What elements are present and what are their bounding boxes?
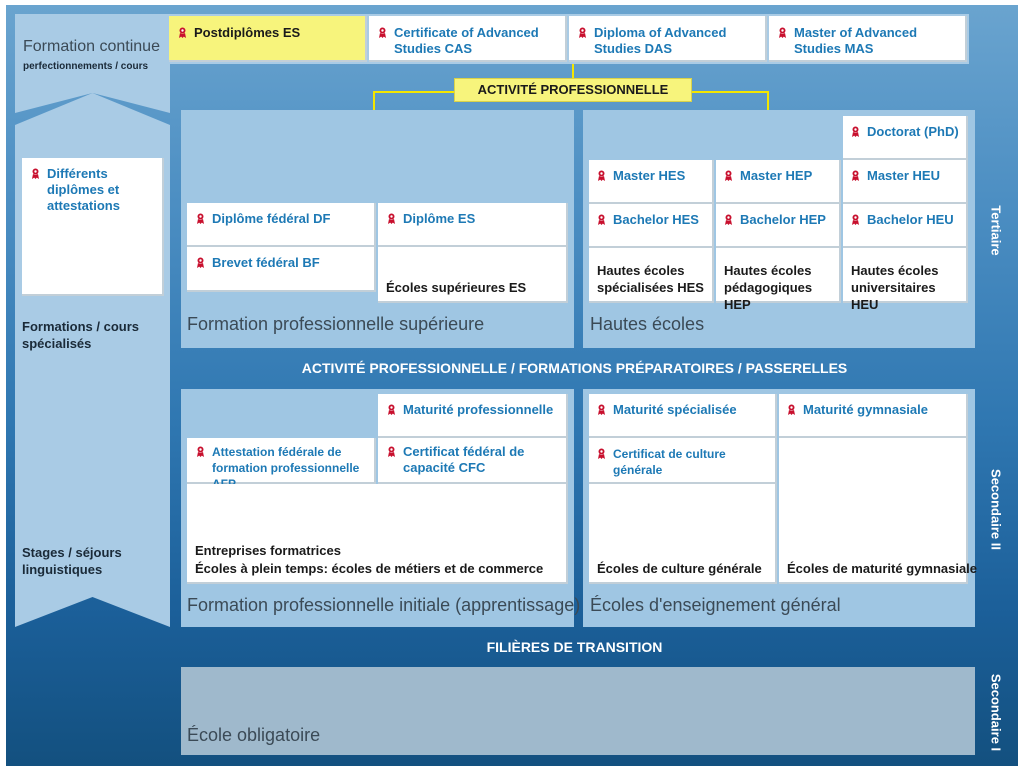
afp-label[interactable]: Attestation fédérale de formation professionnelle (196, 444, 368, 492)
brevet-federal-card[interactable] (187, 247, 376, 292)
ribbon-icon (387, 213, 396, 224)
maturite-pro-card[interactable] (378, 394, 568, 438)
mas-card[interactable] (769, 16, 967, 62)
diplome-es-card[interactable] (378, 203, 568, 247)
school-culture-card (589, 484, 777, 584)
ribbon-icon (597, 404, 606, 415)
school-hep-label: Hautes écoles pédagogiques HEP (724, 263, 813, 312)
maturite-gymnasiale-card[interactable] (779, 394, 968, 438)
transition-band: FILIÈRES DE TRANSITION (486, 639, 663, 655)
ribbon-icon (31, 168, 40, 179)
bachelor-heu-card[interactable] (843, 204, 968, 248)
culture-certificate-card[interactable] (589, 438, 777, 484)
cas-label[interactable]: Certificate of Advanced Studies CAS (378, 25, 558, 57)
ribbon-icon (724, 170, 733, 181)
diplomas-label[interactable]: Différents diplômes et attestations (31, 166, 159, 214)
professional-activity-badge: ACTIVITÉ PROFESSIONNELLE (454, 78, 692, 102)
education-system-diagram (6, 5, 1018, 766)
ribbon-icon (378, 27, 387, 38)
diplome-federal-label[interactable]: Diplôme fédéral DF (196, 211, 330, 227)
maturite-specialisee-label[interactable]: Maturité spécialisée (597, 402, 737, 418)
ribbon-icon (196, 213, 205, 224)
bachelor-heu-label[interactable]: Bachelor HEU (851, 212, 954, 228)
schools-es-card (378, 247, 568, 303)
level-secondary-i: Secondaire I (988, 673, 1004, 752)
master-heu-card[interactable] (843, 160, 968, 204)
school-culture-label: Écoles de culture générale (597, 561, 762, 576)
companies-card (187, 484, 568, 584)
maturite-gymnasiale-label[interactable]: Maturité gymnasiale (787, 402, 928, 418)
ribbon-icon (178, 27, 187, 38)
master-hes-label[interactable]: Master HES (597, 168, 685, 184)
cfc-card[interactable] (378, 438, 568, 484)
maturite-pro-label[interactable]: Maturité professionnelle (387, 402, 553, 418)
cfc-label[interactable]: Certificat fédéral de capacité CFC (387, 444, 537, 476)
diplomas-card (22, 158, 164, 296)
postdiplomes-es-card[interactable] (169, 16, 367, 62)
bachelor-hep-card[interactable] (716, 204, 841, 248)
preparatory-band: ACTIVITÉ PROFESSIONNELLE / FORMATIONS PRÉPARATOIRES / PASSERELLES (301, 360, 848, 376)
schools-es-label: Écoles supérieures ES (386, 280, 527, 295)
school-hep-card (716, 248, 841, 312)
bachelor-hes-card[interactable] (589, 204, 714, 248)
continuing-education-header (15, 14, 170, 91)
master-hep-label[interactable]: Master HEP (724, 168, 812, 184)
continuing-education-title: Formation continue (23, 38, 160, 55)
mas-label[interactable]: Master of Advanced Studies MAS (778, 25, 948, 57)
school-hes-card (589, 248, 714, 303)
school-maturite-card (779, 438, 978, 584)
doctorate-card[interactable] (843, 116, 968, 160)
language-stays-label: Stages / séjours linguistiques (22, 545, 122, 577)
school-maturite-label: Écoles de maturité gymnasiale (787, 561, 978, 576)
general-education-title: Écoles d'enseignement général (590, 595, 841, 615)
school-heu-card (843, 248, 968, 312)
ribbon-icon (787, 404, 796, 415)
cas-card[interactable] (369, 16, 567, 62)
bachelor-hep-label[interactable]: Bachelor HEP (724, 212, 826, 228)
postdiplomes-es-label[interactable]: Postdiplômes ES (178, 25, 300, 41)
level-secondary-ii: Secondaire II (988, 469, 1004, 550)
diplome-federal-card[interactable] (187, 203, 376, 247)
master-heu-label[interactable]: Master HEU (851, 168, 940, 184)
ribbon-icon (597, 170, 606, 181)
compulsory-school-title: École obligatoire (187, 725, 321, 745)
ribbon-icon (578, 27, 587, 38)
das-label[interactable]: Diploma of Advanced Studies DAS (578, 25, 748, 57)
ribbon-icon (196, 446, 205, 457)
ribbon-icon (597, 448, 606, 459)
school-heu-label: Hautes écoles universitaires HEU (851, 263, 939, 312)
ribbon-icon (387, 404, 396, 415)
initial-vocational-title: Formation professionnelle initiale (apprentissage) (187, 595, 581, 615)
ribbon-icon (851, 170, 860, 181)
full-time-schools-label: Écoles à plein temps: écoles de métiers et de commerce (195, 561, 544, 576)
das-card[interactable] (569, 16, 767, 62)
master-hep-card[interactable] (716, 160, 841, 204)
higher-vocational-title: Formation professionnelle supérieure (187, 314, 485, 334)
ribbon-icon (387, 446, 396, 457)
bachelor-hes-label[interactable]: Bachelor HES (597, 212, 699, 228)
doctorate-label[interactable]: Doctorat (PhD) (851, 124, 959, 140)
afp-card[interactable] (187, 438, 376, 484)
master-hes-card[interactable] (589, 160, 714, 204)
maturite-specialisee-card[interactable] (589, 394, 777, 438)
ribbon-icon (851, 214, 860, 225)
companies-label: Entreprises formatrices (195, 543, 341, 558)
school-hes-label: Hautes écoles spécialisées HES (597, 263, 704, 295)
culture-certificate-label[interactable]: Certificat de culture générale (597, 446, 775, 478)
ribbon-icon (778, 27, 787, 38)
ribbon-icon (851, 126, 860, 137)
continuing-education-subtitle: perfectionnements / cours (23, 61, 149, 72)
universities-title: Hautes écoles (590, 314, 705, 334)
diplome-es-label[interactable]: Diplôme ES (387, 211, 475, 227)
ribbon-icon (597, 214, 606, 225)
ribbon-icon (196, 257, 205, 268)
courses-label: Formations / cours spécialisés (22, 319, 140, 351)
ribbon-icon (724, 214, 733, 225)
level-tertiary: Tertiaire (988, 205, 1004, 256)
brevet-federal-label[interactable]: Brevet fédéral BF (196, 255, 320, 271)
